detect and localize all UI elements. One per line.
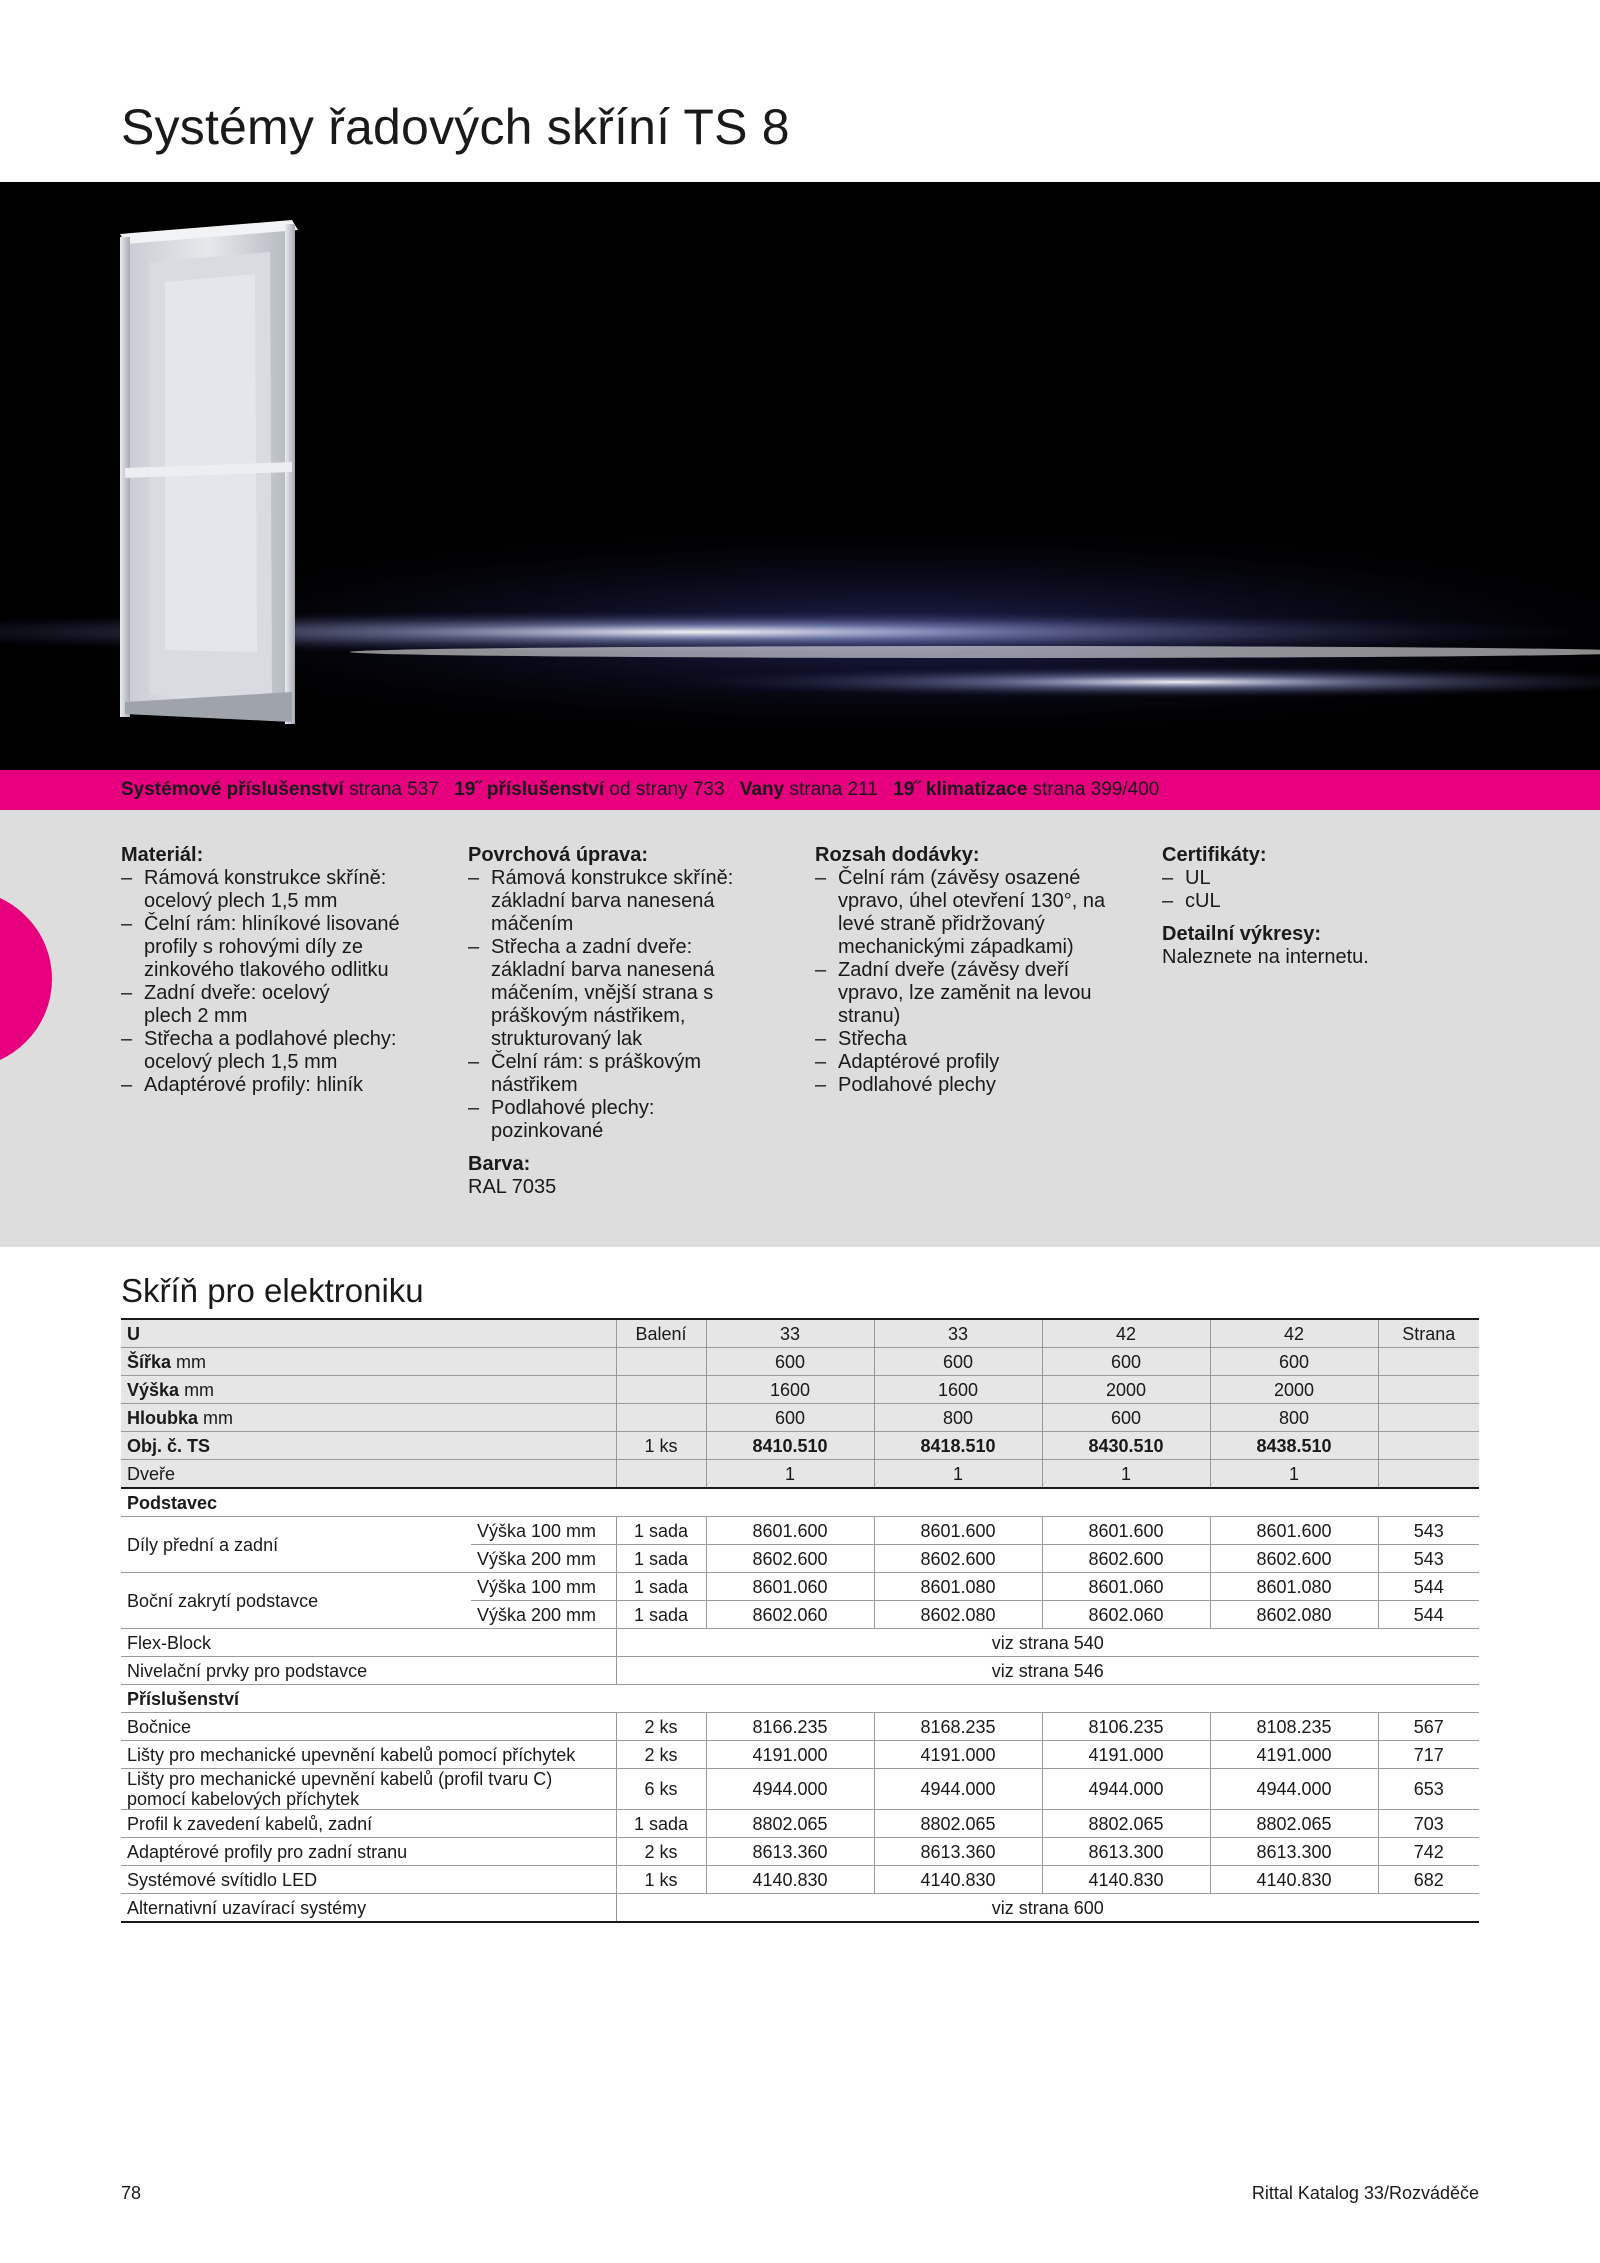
- spec-item: – Adaptérové profily: hliník: [121, 1074, 441, 1097]
- table-row: Adaptérové profily pro zadní stranu 2 ks 8613.360 8613.360 8613.300 8613.300 742: [121, 1838, 1479, 1866]
- spec-heading: Rozsah dodávky:: [815, 844, 980, 866]
- spec-surface: [468, 844, 788, 1199]
- header-col: 42: [1042, 1319, 1210, 1348]
- enclosure-photo: [0, 182, 1600, 770]
- drawings-heading: Detailní výkresy:: [1162, 923, 1321, 945]
- spec-certificates: [1162, 844, 1482, 969]
- section-row-accessories: Příslušenství: [121, 1685, 1479, 1713]
- header-col: 33: [706, 1319, 874, 1348]
- drawings-text: Naleznete na internetu.: [1162, 946, 1369, 968]
- header-page: Strana: [1378, 1319, 1479, 1348]
- ref-19-climate: 19˝ klimatizace strana 399/400: [893, 779, 1160, 800]
- table-row: Alternativní uzavírací systémy viz strana 600: [121, 1894, 1479, 1923]
- table-row: Bočnice 2 ks 8166.235 8168.235 8106.235 8108.235 567: [121, 1713, 1479, 1741]
- section-title: Skříň pro elektroniku: [121, 1272, 424, 1309]
- spec-heading: Povrchová úprava:: [468, 844, 649, 866]
- ref-19-accessories: 19˝ příslušenství od strany 733: [454, 779, 725, 800]
- spec-item: – Střecha: [815, 1028, 1135, 1051]
- specs-panel: [0, 810, 1600, 1247]
- spec-item: – Střecha a zadní dveře: základní barva nanesená máčením, vnější strana s práškovým nástřikem, strukturovaný lak: [468, 936, 756, 1051]
- spec-delivery: [815, 844, 1135, 1097]
- table-row: Šířka mm 600 600 600 600: [121, 1348, 1479, 1376]
- ref-system-accessories: Systémové příslušenství strana 537: [121, 779, 439, 800]
- order-number-row: Obj. č. TS 1 ks 8410.510 8418.510 8430.510 8438.510: [121, 1432, 1479, 1460]
- section-row-plinth: Podstavec: [121, 1488, 1479, 1517]
- header-pack: Balení: [616, 1319, 706, 1348]
- color-heading: Barva:: [468, 1153, 531, 1175]
- spec-item: – Podlahové plechy: pozinkované: [468, 1097, 721, 1143]
- page-number: 78: [121, 2183, 142, 2203]
- spec-item: – Čelní rám: hliníkové lisované profily s rohovými díly ze zinkového tlakového odlitku: [121, 913, 429, 982]
- table-row: Výška 200 mm 1 sada 8602.060 8602.080 8602.060 8602.080 544: [121, 1601, 1479, 1629]
- spec-heading: Materiál:: [121, 844, 204, 866]
- spec-item: – Čelní rám: s práškovým nástřikem: [468, 1051, 761, 1097]
- color-value: RAL 7035: [468, 1176, 557, 1198]
- accessories-reference-bar: [0, 770, 1600, 810]
- table-row: Výška 200 mm 1 sada 8602.600 8602.600 8602.600 8602.600 543: [121, 1545, 1479, 1573]
- catalog-name: Rittal Katalog 33/Rozváděče: [1251, 2183, 1479, 2203]
- header-col: 42: [1210, 1319, 1378, 1348]
- table-row: Boční zakrytí podstavce Výška 100 mm 1 sada 8601.060 8601.080 8601.060 8601.080 544: [121, 1573, 1479, 1601]
- spec-item: – Zadní dveře: ocelový plech 2 mm: [121, 982, 374, 1028]
- hero-image: [0, 182, 1600, 770]
- header-label: U: [127, 1323, 140, 1344]
- table-row: Systémové svítidlo LED 1 ks 4140.830 4140.830 4140.830 4140.830 682: [121, 1866, 1479, 1894]
- table-row: Flex-Block viz strana 540: [121, 1629, 1479, 1657]
- spec-item: – Adaptérové profily: [815, 1051, 1135, 1074]
- spec-item: – Střecha a podlahové plechy: ocelový plech 1,5 mm: [121, 1028, 444, 1074]
- product-table: [121, 1318, 1479, 1923]
- ref-trays: Vany strana 211: [739, 779, 878, 800]
- table-row: Nivelační prvky pro podstavce viz strana 546: [121, 1657, 1479, 1685]
- header-col: 33: [874, 1319, 1042, 1348]
- table-row: Profil k zavedení kabelů, zadní 1 sada 8802.065 8802.065 8802.065 8802.065 703: [121, 1810, 1479, 1838]
- spec-item: – Zadní dveře (závěsy dveří vpravo, lze zaměnit na levou stranu): [815, 959, 1128, 1028]
- table-row: Díly přední a zadní Výška 100 mm 1 sada 8601.600 8601.600 8601.600 8601.600 543: [121, 1517, 1479, 1545]
- spec-item: – Podlahové plechy: [815, 1074, 1135, 1097]
- page-title: Systémy řadových skříní TS 8: [121, 99, 790, 155]
- spec-item: – Rámová konstrukce skříně: základní barva nanesená máčením: [468, 867, 776, 936]
- table-row: Lišty pro mechanické upevnění kabelů (profil tvaru C) pomocí kabelových příchytek 6 ks 4944.000 4944.000 4944.000 4944.000 653: [121, 1769, 1479, 1810]
- spec-item: – Čelní rám (závěsy osazené vpravo, úhel otevření 130°, na levé straně přidržovaný mechanickými západkami): [815, 867, 1123, 959]
- table-row: Výška mm 1600 1600 2000 2000: [121, 1376, 1479, 1404]
- spec-item: – Rámová konstrukce skříně: ocelový plech 1,5 mm: [121, 867, 409, 913]
- spec-material: [121, 844, 441, 1097]
- table-row: Lišty pro mechanické upevnění kabelů pomocí příchytek 2 ks 4191.000 4191.000 4191.000 4191.000 717: [121, 1741, 1479, 1769]
- spec-item: – cUL: [1162, 890, 1482, 913]
- spec-heading: Certifikáty:: [1162, 844, 1267, 866]
- table-row: Hloubka mm 600 800 600 800: [121, 1404, 1479, 1432]
- table-row: [121, 1319, 1479, 1348]
- table-row: Dveře 1 1 1 1: [121, 1460, 1479, 1489]
- spec-item: – UL: [1162, 867, 1482, 890]
